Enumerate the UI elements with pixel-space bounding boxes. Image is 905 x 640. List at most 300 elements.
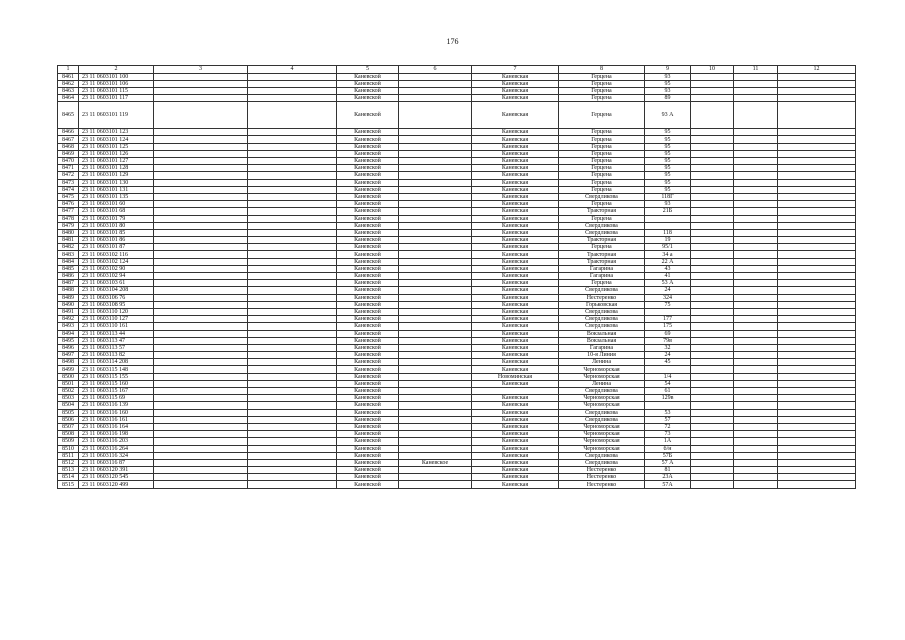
district-cell: Каневской: [337, 301, 399, 308]
street-cell: Герцена: [559, 150, 645, 157]
col4-cell: [248, 467, 337, 474]
col11-cell: [734, 467, 778, 474]
row-number-cell: 8515: [58, 481, 79, 488]
table-row: [58, 366, 856, 373]
row-number-cell: 8469: [58, 150, 79, 157]
district-cell: Каневской: [337, 395, 399, 402]
row-number-cell: 8466: [58, 129, 79, 136]
district-cell: Каневской: [337, 431, 399, 438]
col3-cell: [154, 474, 248, 481]
district-cell: Каневской: [337, 158, 399, 165]
col12-cell: [778, 409, 856, 416]
col10-cell: [691, 251, 734, 258]
col11-cell: [734, 474, 778, 481]
col12-cell: [778, 237, 856, 244]
house-cell: [645, 402, 691, 409]
col12-cell: [778, 337, 856, 344]
col11-cell: [734, 136, 778, 143]
row-number-cell: 8488: [58, 287, 79, 294]
code-cell: 23 11 0603101 131: [79, 186, 154, 193]
row-number-cell: 8474: [58, 186, 79, 193]
col3-cell: [154, 73, 248, 80]
street-cell: Тракторная: [559, 208, 645, 215]
house-cell: 24: [645, 287, 691, 294]
table-row: [58, 186, 856, 193]
locality-cell: Каневская: [472, 294, 559, 301]
col4-cell: [248, 445, 337, 452]
col12-cell: [778, 359, 856, 366]
col12-cell: [778, 287, 856, 294]
street-cell: Гагарина: [559, 273, 645, 280]
table-row: [58, 73, 856, 80]
table-row: [58, 395, 856, 402]
street-cell: Герцена: [559, 136, 645, 143]
col12-cell: [778, 416, 856, 423]
settlement-cell: [399, 172, 472, 179]
house-cell: 81: [645, 467, 691, 474]
col10-cell: [691, 380, 734, 387]
col10-cell: [691, 172, 734, 179]
house-cell: 72: [645, 423, 691, 430]
settlement-cell: [399, 308, 472, 315]
house-cell: 32: [645, 344, 691, 351]
col11-cell: [734, 380, 778, 387]
row-number-cell: 8465: [58, 102, 79, 129]
house-cell: 61: [645, 388, 691, 395]
house-cell: б/н: [645, 445, 691, 452]
code-cell: 23 11 0603101 79: [79, 215, 154, 222]
col3-cell: [154, 143, 248, 150]
district-cell: Каневской: [337, 316, 399, 323]
district-cell: Каневской: [337, 423, 399, 430]
col11-cell: [734, 445, 778, 452]
col11-cell: [734, 280, 778, 287]
locality-cell: Каневская: [472, 481, 559, 488]
table-row: [58, 359, 856, 366]
table-row: [58, 380, 856, 387]
street-cell: Герцена: [559, 244, 645, 251]
col11-cell: [734, 294, 778, 301]
house-cell: 95: [645, 150, 691, 157]
locality-cell: Каневская: [472, 438, 559, 445]
settlement-cell: [399, 158, 472, 165]
col12-cell: [778, 102, 856, 129]
house-cell: [645, 215, 691, 222]
col3-cell: [154, 366, 248, 373]
settlement-cell: [399, 102, 472, 129]
settlement-cell: [399, 409, 472, 416]
code-cell: 23 11 0603120 545: [79, 474, 154, 481]
col4-cell: [248, 95, 337, 102]
col12-cell: [778, 431, 856, 438]
col4-cell: [248, 73, 337, 80]
code-cell: 23 11 0603115 167: [79, 388, 154, 395]
table-row: [58, 201, 856, 208]
house-cell: 95: [645, 129, 691, 136]
street-cell: Герцена: [559, 179, 645, 186]
locality-cell: Каневская: [472, 459, 559, 466]
col12-cell: [778, 402, 856, 409]
row-number-cell: 8483: [58, 251, 79, 258]
settlement-cell: [399, 287, 472, 294]
row-number-cell: 8494: [58, 330, 79, 337]
code-cell: 23 11 0603116 264: [79, 445, 154, 452]
code-cell: 23 11 0603101 100: [79, 73, 154, 80]
table-row: [58, 273, 856, 280]
locality-cell: Каневская: [472, 337, 559, 344]
table-row: [58, 215, 856, 222]
row-number-cell: 8482: [58, 244, 79, 251]
code-cell: 23 11 0603101 87: [79, 244, 154, 251]
street-cell: Герцена: [559, 95, 645, 102]
col10-cell: [691, 222, 734, 229]
table-row: [58, 179, 856, 186]
locality-cell: Каневская: [472, 467, 559, 474]
col3-cell: [154, 193, 248, 200]
col3-cell: [154, 87, 248, 94]
col11-cell: [734, 80, 778, 87]
col4-cell: [248, 208, 337, 215]
house-cell: 95/1: [645, 244, 691, 251]
house-cell: 95: [645, 179, 691, 186]
street-cell: Горьковская: [559, 301, 645, 308]
col4-cell: [248, 301, 337, 308]
district-cell: Каневской: [337, 193, 399, 200]
col12-cell: [778, 229, 856, 236]
house-cell: 95: [645, 186, 691, 193]
table-row: [58, 237, 856, 244]
col10-cell: [691, 287, 734, 294]
district-cell: Каневской: [337, 409, 399, 416]
col3-cell: [154, 273, 248, 280]
locality-cell: Каневская: [472, 201, 559, 208]
row-number-cell: 8506: [58, 416, 79, 423]
table-row: [58, 316, 856, 323]
col10-cell: [691, 474, 734, 481]
col4-cell: [248, 222, 337, 229]
house-cell: 95: [645, 165, 691, 172]
col11-cell: [734, 316, 778, 323]
col11-cell: [734, 438, 778, 445]
locality-cell: Каневская: [472, 431, 559, 438]
col11-cell: [734, 273, 778, 280]
code-cell: 23 11 0603110 127: [79, 316, 154, 323]
settlement-cell: [399, 258, 472, 265]
code-cell: 23 11 0603102 90: [79, 265, 154, 272]
code-cell: 23 11 0603113 47: [79, 337, 154, 344]
table-row: [58, 323, 856, 330]
col3-cell: [154, 102, 248, 129]
row-number-cell: 8473: [58, 179, 79, 186]
col3-cell: [154, 251, 248, 258]
table-row: [58, 330, 856, 337]
locality-cell: Каневская: [472, 158, 559, 165]
col3-cell: [154, 438, 248, 445]
col12-cell: [778, 380, 856, 387]
locality-cell: Каневская: [472, 409, 559, 416]
col11-cell: [734, 301, 778, 308]
col11-cell: [734, 323, 778, 330]
col4-cell: [248, 186, 337, 193]
code-cell: 23 11 0603116 161: [79, 416, 154, 423]
district-cell: Каневской: [337, 344, 399, 351]
col11-cell: [734, 373, 778, 380]
col12-cell: [778, 323, 856, 330]
col11-cell: [734, 481, 778, 488]
col10-cell: [691, 143, 734, 150]
col10-cell: [691, 388, 734, 395]
table-row: [58, 467, 856, 474]
col3-cell: [154, 150, 248, 157]
col10-cell: [691, 193, 734, 200]
code-cell: 23 11 0603101 119: [79, 102, 154, 129]
table-row: [58, 244, 856, 251]
table-row: [58, 301, 856, 308]
col10-cell: [691, 129, 734, 136]
col4-cell: [248, 172, 337, 179]
col4-cell: [248, 201, 337, 208]
street-cell: Герцена: [559, 129, 645, 136]
house-cell: 95: [645, 158, 691, 165]
locality-cell: Каневская: [472, 474, 559, 481]
header-cell: 12: [778, 66, 856, 74]
street-cell: Герцена: [559, 201, 645, 208]
table-row: [58, 409, 856, 416]
code-cell: 23 11 0603101 130: [79, 179, 154, 186]
street-cell: Тракторная: [559, 237, 645, 244]
table-row: [58, 229, 856, 236]
code-cell: 23 11 0603101 125: [79, 143, 154, 150]
col4-cell: [248, 165, 337, 172]
locality-cell: Каневская: [472, 186, 559, 193]
locality-cell: Каневская: [472, 87, 559, 94]
col12-cell: [778, 316, 856, 323]
settlement-cell: [399, 129, 472, 136]
col11-cell: [734, 287, 778, 294]
locality-cell: Каневская: [472, 316, 559, 323]
col11-cell: [734, 222, 778, 229]
col4-cell: [248, 423, 337, 430]
street-cell: Черноморская: [559, 373, 645, 380]
street-cell: Черноморская: [559, 395, 645, 402]
locality-cell: Каневская: [472, 95, 559, 102]
district-cell: Каневской: [337, 380, 399, 387]
code-cell: 23 11 0603101 124: [79, 136, 154, 143]
col12-cell: [778, 80, 856, 87]
district-cell: Каневской: [337, 201, 399, 208]
district-cell: Каневской: [337, 388, 399, 395]
locality-cell: Каневская: [472, 301, 559, 308]
col10-cell: [691, 431, 734, 438]
row-number-cell: 8487: [58, 280, 79, 287]
col4-cell: [248, 129, 337, 136]
col3-cell: [154, 136, 248, 143]
locality-cell: [472, 388, 559, 395]
row-number-cell: 8513: [58, 467, 79, 474]
col11-cell: [734, 129, 778, 136]
house-cell: 95: [645, 80, 691, 87]
table-row: [58, 87, 856, 94]
col3-cell: [154, 452, 248, 459]
code-cell: 23 11 0603110 161: [79, 323, 154, 330]
code-cell: 23 11 0603120 391: [79, 467, 154, 474]
col12-cell: [778, 251, 856, 258]
house-cell: 129в: [645, 395, 691, 402]
col3-cell: [154, 467, 248, 474]
code-cell: 23 11 0603101 129: [79, 172, 154, 179]
district-cell: Каневской: [337, 179, 399, 186]
street-cell: Гагарина: [559, 344, 645, 351]
col11-cell: [734, 102, 778, 129]
district-cell: Каневской: [337, 273, 399, 280]
house-cell: 41: [645, 273, 691, 280]
col4-cell: [248, 481, 337, 488]
col10-cell: [691, 323, 734, 330]
col12-cell: [778, 481, 856, 488]
house-cell: 57А: [645, 481, 691, 488]
district-cell: Каневской: [337, 265, 399, 272]
table-row: [58, 337, 856, 344]
col10-cell: [691, 265, 734, 272]
col10-cell: [691, 258, 734, 265]
col4-cell: [248, 352, 337, 359]
locality-cell: Каневская: [472, 323, 559, 330]
district-cell: Каневской: [337, 258, 399, 265]
col4-cell: [248, 380, 337, 387]
col12-cell: [778, 179, 856, 186]
col12-cell: [778, 150, 856, 157]
house-cell: 93: [645, 201, 691, 208]
col4-cell: [248, 388, 337, 395]
house-cell: 1А: [645, 438, 691, 445]
col10-cell: [691, 280, 734, 287]
settlement-cell: [399, 179, 472, 186]
col3-cell: [154, 337, 248, 344]
col3-cell: [154, 229, 248, 236]
col12-cell: [778, 395, 856, 402]
table-row: [58, 80, 856, 87]
col3-cell: [154, 395, 248, 402]
col10-cell: [691, 337, 734, 344]
table-body: [58, 66, 856, 489]
district-cell: Каневской: [337, 330, 399, 337]
settlement-cell: [399, 208, 472, 215]
col12-cell: [778, 352, 856, 359]
street-cell: Свердликова: [559, 388, 645, 395]
house-cell: 79в: [645, 337, 691, 344]
district-cell: Каневской: [337, 80, 399, 87]
house-cell: [645, 308, 691, 315]
code-cell: 23 11 0603101 123: [79, 129, 154, 136]
col12-cell: [778, 193, 856, 200]
row-number-cell: 8471: [58, 165, 79, 172]
street-cell: Гагарина: [559, 265, 645, 272]
col4-cell: [248, 237, 337, 244]
row-number-cell: 8503: [58, 395, 79, 402]
row-number-cell: 8477: [58, 208, 79, 215]
col10-cell: [691, 467, 734, 474]
locality-cell: Каневская: [472, 344, 559, 351]
col11-cell: [734, 87, 778, 94]
house-cell: 93 А: [645, 102, 691, 129]
col10-cell: [691, 416, 734, 423]
house-cell: 118: [645, 229, 691, 236]
settlement-cell: [399, 143, 472, 150]
code-cell: 23 11 0603115 160: [79, 380, 154, 387]
col11-cell: [734, 186, 778, 193]
street-cell: Нестеренко: [559, 474, 645, 481]
street-cell: Ленина: [559, 359, 645, 366]
col4-cell: [248, 344, 337, 351]
col4-cell: [248, 280, 337, 287]
settlement-cell: [399, 95, 472, 102]
col3-cell: [154, 388, 248, 395]
district-cell: Каневской: [337, 287, 399, 294]
row-number-cell: 8500: [58, 373, 79, 380]
locality-cell: Каневская: [472, 366, 559, 373]
col12-cell: [778, 294, 856, 301]
settlement-cell: [399, 273, 472, 280]
street-cell: Свердликова: [559, 308, 645, 315]
col11-cell: [734, 158, 778, 165]
col11-cell: [734, 452, 778, 459]
settlement-cell: [399, 244, 472, 251]
street-cell: Герцена: [559, 73, 645, 80]
settlement-cell: [399, 73, 472, 80]
row-number-cell: 8463: [58, 87, 79, 94]
header-cell: 10: [691, 66, 734, 74]
table-row: [58, 344, 856, 351]
house-cell: 53 А: [645, 280, 691, 287]
col3-cell: [154, 352, 248, 359]
col4-cell: [248, 416, 337, 423]
locality-cell: Каневская: [472, 129, 559, 136]
col3-cell: [154, 258, 248, 265]
settlement-cell: [399, 395, 472, 402]
code-cell: 23 11 0603116 164: [79, 423, 154, 430]
locality-cell: Каневская: [472, 308, 559, 315]
street-cell: Ленина: [559, 380, 645, 387]
locality-cell: Каневская: [472, 229, 559, 236]
code-cell: 23 11 0603101 128: [79, 165, 154, 172]
col11-cell: [734, 416, 778, 423]
code-cell: 23 11 0603108 95: [79, 301, 154, 308]
table-row: [58, 143, 856, 150]
code-cell: 23 11 0603103 61: [79, 280, 154, 287]
col4-cell: [248, 337, 337, 344]
row-number-cell: 8492: [58, 316, 79, 323]
street-cell: Свердликова: [559, 229, 645, 236]
col10-cell: [691, 373, 734, 380]
settlement-cell: [399, 474, 472, 481]
table-row: [58, 294, 856, 301]
row-number-cell: 8481: [58, 237, 79, 244]
code-cell: 23 11 0603101 127: [79, 158, 154, 165]
col11-cell: [734, 265, 778, 272]
locality-cell: Каневская: [472, 222, 559, 229]
col3-cell: [154, 416, 248, 423]
locality-cell: Каневская: [472, 150, 559, 157]
street-cell: Свердликова: [559, 316, 645, 323]
table-row: [58, 95, 856, 102]
house-cell: 57Б: [645, 452, 691, 459]
table-row: [58, 102, 856, 129]
street-cell: Герцена: [559, 172, 645, 179]
settlement-cell: [399, 431, 472, 438]
house-cell: 324: [645, 294, 691, 301]
col12-cell: [778, 366, 856, 373]
col12-cell: [778, 474, 856, 481]
